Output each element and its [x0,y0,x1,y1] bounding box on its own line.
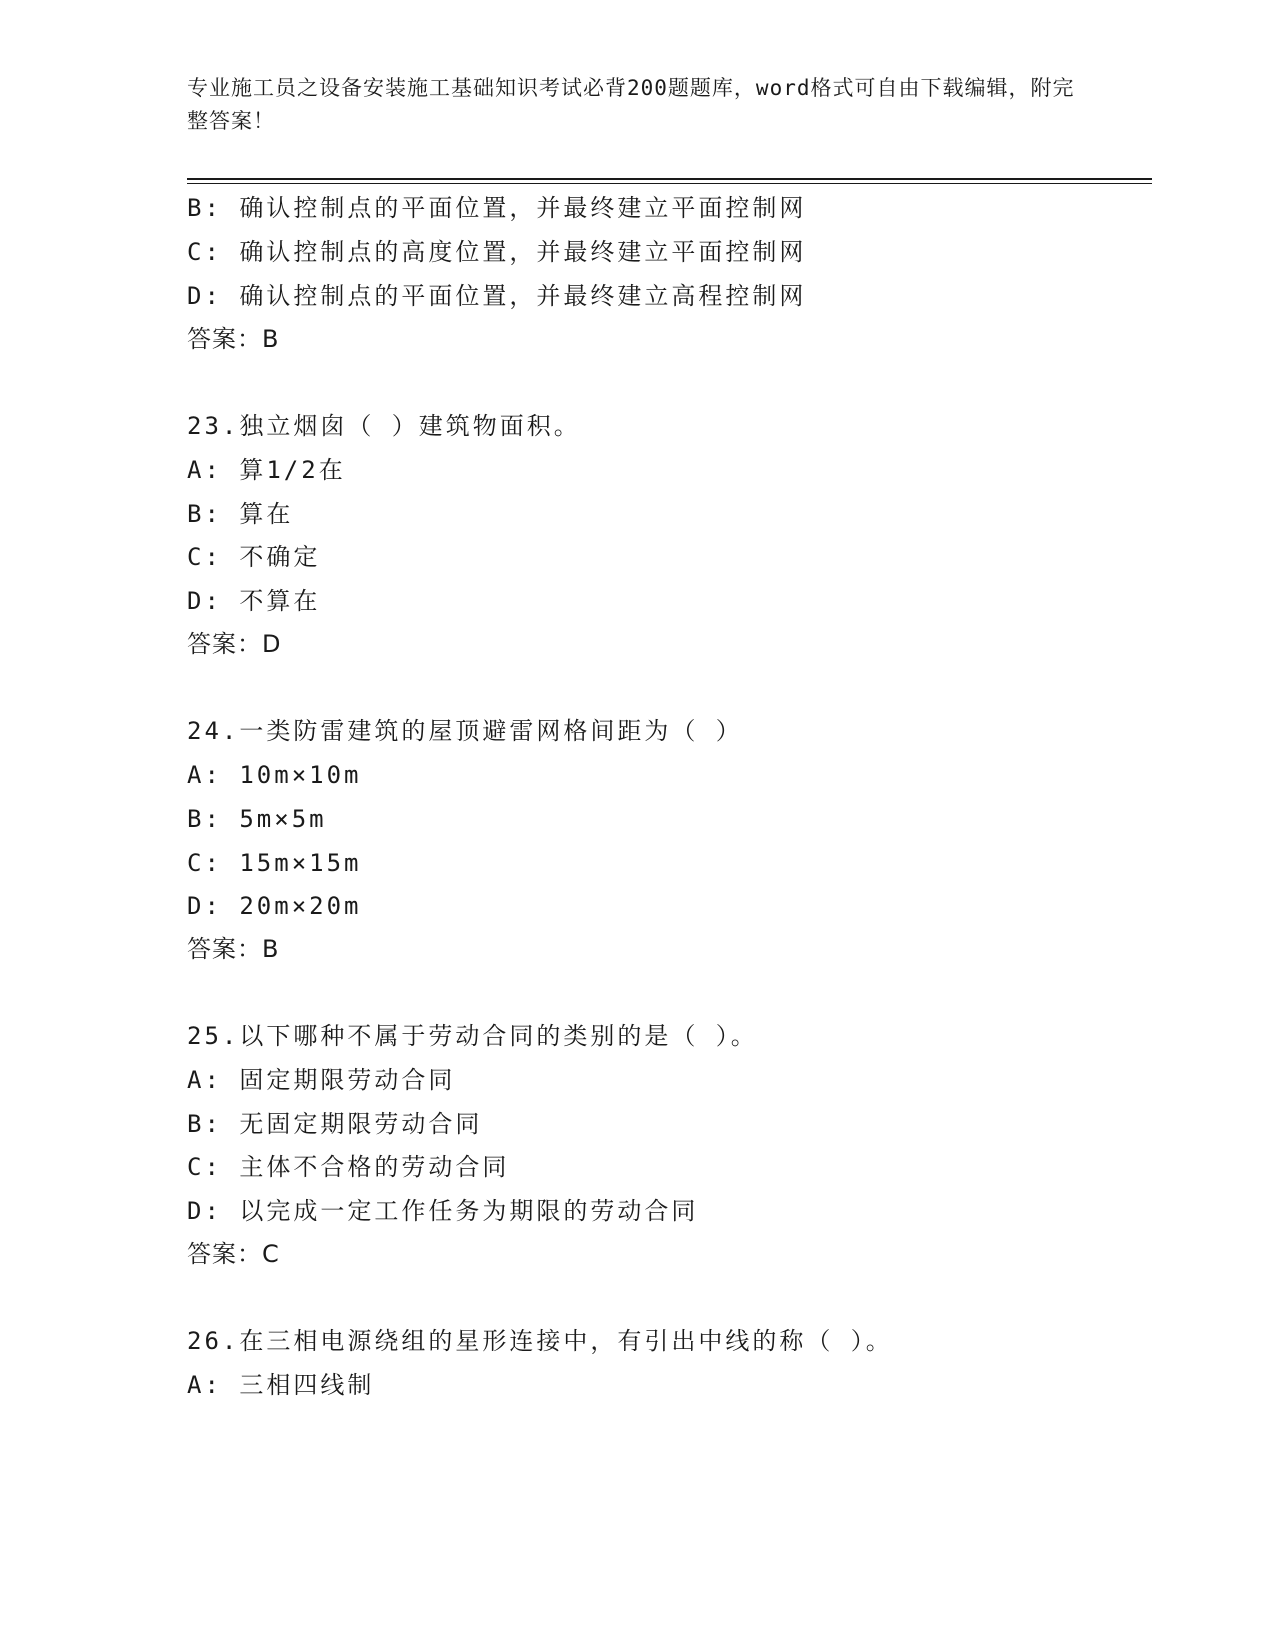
q24-option-b: B: 5m×5m [187,805,327,833]
q24-answer: 答案：B [187,935,280,963]
q24-option-c: C: 15m×15m [187,849,362,877]
q26-question: 26.在三相电源绕组的星形连接中，有引出中线的称（ ）。 [187,1327,893,1355]
q22-answer: 答案：B [187,325,280,353]
q25-option-c: C: 主体不合格的劳动合同 [187,1153,510,1181]
q25-option-b: B: 无固定期限劳动合同 [187,1110,483,1138]
q23-option-b: B: 算在 [187,500,294,528]
q26-option-a: A: 三相四线制 [187,1371,375,1399]
q24-option-a: A: 10m×10m [187,761,362,789]
q24-option-d: D: 20m×20m [187,892,362,920]
q25-option-d: D: 以完成一定工作任务为期限的劳动合同 [187,1197,699,1225]
q23-answer: 答案：D [187,630,282,658]
q22-option-b: B: 确认控制点的平面位置，并最终建立平面控制网 [187,194,807,222]
q25-question: 25.以下哪种不属于劳动合同的类别的是（ ）。 [187,1022,758,1050]
q25-option-a: A: 固定期限劳动合同 [187,1066,456,1094]
header-divider-thin [187,183,1152,184]
q23-option-c: C: 不确定 [187,543,321,571]
q23-question: 23.独立烟囱（ ）建筑物面积。 [187,412,581,440]
q23-option-d: D: 不算在 [187,587,321,615]
header-divider-thick [187,178,1152,180]
q22-option-c: C: 确认控制点的高度位置，并最终建立平面控制网 [187,238,807,266]
q22-option-d: D: 确认控制点的平面位置，并最终建立高程控制网 [187,282,807,310]
q25-answer: 答案：C [187,1240,280,1268]
q23-option-a: A: 算1/2在 [187,456,346,484]
document-header: 专业施工员之设备安装施工基础知识考试必背200题题库，word格式可自由下载编辑，附完整答案！ [187,76,1075,133]
q24-question: 24.一类防雷建筑的屋顶避雷网格间距为（ ） [187,717,743,745]
